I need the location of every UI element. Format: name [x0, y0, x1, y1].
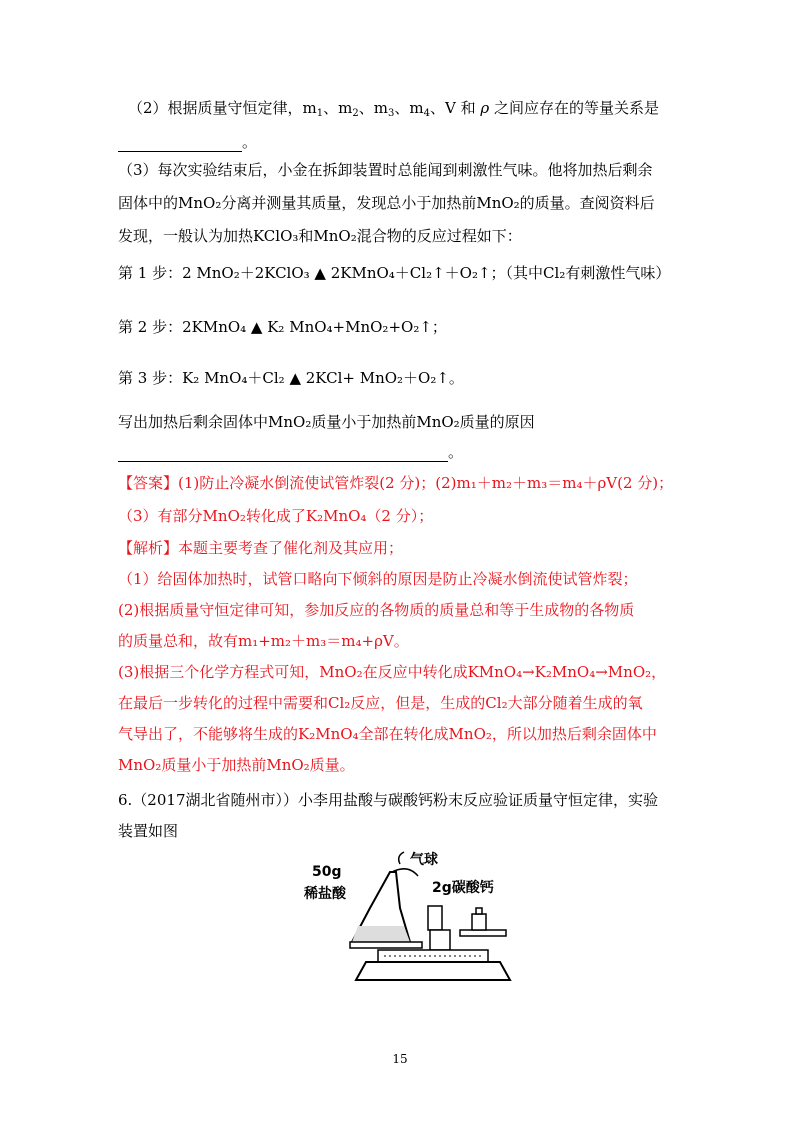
balance-apparatus-figure — [300, 842, 540, 996]
answer-line1: 【答案】(1)防止冷凝水倒流使试管炸裂(2 分)；(2)m₁＋m₂＋m₃＝m₄＋ρV(2 分)； — [118, 474, 674, 492]
q2-answer-blank: 。 — [118, 132, 257, 152]
left-pan — [350, 942, 422, 948]
q3-line2: 固体中的MnO₂分离并测量其质量，发现总小于加热前MnO₂的质量。查阅资料后 — [118, 194, 655, 212]
answer-line2: （3）有部分MnO₂转化成了K₂MnO₄（2 分）； — [118, 507, 434, 525]
q6-line1: 6.（2017湖北省随州市））小李用盐酸与碳酸钙粉末反应验证质量守恒定律，实验 — [118, 791, 658, 809]
analysis-line7: 气导出了，不能够将生成的K₂MnO₄全部在转化成MnO₂，所以加热后剩余固体中 — [118, 725, 657, 743]
label-acid: 稀盐酸 — [304, 886, 346, 902]
analysis-line3: (2)根据质量守恒定律可知，参加反应的各物质的质量总和等于生成物的各物质 — [118, 601, 635, 619]
q3-step2: 第 2 步：2KMnO₄ ▲ K₂ MnO₄+MnO₂+O₂↑； — [118, 318, 447, 336]
balloon-arrow — [399, 852, 404, 864]
analysis-line2: （1）给固体加热时，试管口略向下倾斜的原因是防止冷凝水倒流使试管炸裂； — [118, 570, 638, 588]
small-beaker — [428, 906, 442, 930]
balance-pillar — [430, 930, 450, 950]
page-number: 15 — [392, 1052, 408, 1066]
q3-answer-blank: 。 — [118, 442, 463, 462]
flask-liquid — [352, 926, 410, 942]
label-balloon: 气球 — [410, 852, 438, 868]
q2-text: （2）根据质量守恒定律，$m_1$、$m_2$、$m_3$、$m_4$、V 和 ρ 之间应存在的等量关系是 — [128, 99, 660, 119]
q3-line1: （3）每次实验结束后，小金在拆卸装置时总能闻到刺激性气味。他将加热后剩余 — [118, 161, 653, 179]
q3-step3: 第 3 步：K₂ MnO₄＋Cl₂ ▲ 2KCl+ MnO₂＋O₂↑。 — [118, 369, 464, 387]
label-caco3: 2g碳酸钙 — [432, 880, 494, 896]
weight — [472, 914, 486, 930]
q3-ask: 写出加热后剩余固体中MnO₂质量小于加热前MnO₂质量的原因 — [118, 413, 535, 431]
label-mass: 50g — [312, 864, 342, 880]
balance-base — [356, 962, 510, 980]
weight-top — [476, 908, 482, 914]
q3-line3: 发现，一般认为加热KClO₃和MnO₂混合物的反应过程如下： — [118, 227, 522, 245]
analysis-line1: 【解析】本题主要考查了催化剂及其应用； — [118, 539, 404, 557]
analysis-line5: (3)根据三个化学方程式可知，MnO₂在反应中转化成KMnO₄→K₂MnO₄→MnO₂， — [118, 663, 667, 681]
analysis-line8: MnO₂质量小于加热前MnO₂质量。 — [118, 756, 355, 774]
q6-line2: 装置如图 — [118, 822, 179, 840]
analysis-line6: 在最后一步转化的过程中需要和Cl₂反应，但是，生成的Cl₂大部分随着生成的氧 — [118, 694, 643, 712]
right-pan — [460, 930, 506, 936]
q3-step1: 第 1 步：2 MnO₂＋2KClO₃ ▲ 2KMnO₄＋Cl₂↑＋O₂↑；（其中Cl₂有刺激性气味） — [118, 264, 671, 282]
analysis-line4: 的质量总和，故有m₁+m₂＋m₃＝m₄+ρV。 — [118, 632, 409, 650]
